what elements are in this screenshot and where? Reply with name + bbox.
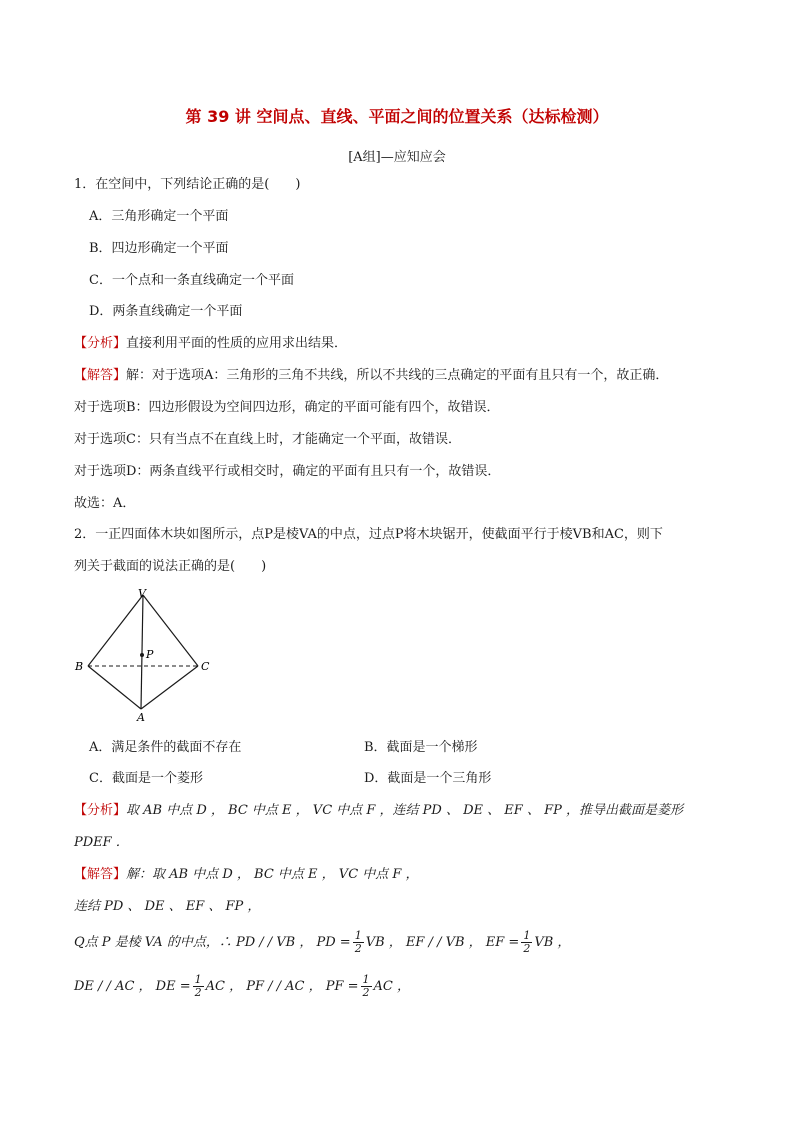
q2-option-a: A．满足条件的截面不存在 bbox=[89, 740, 242, 755]
q2-stem-line2: 列关于截面的说法正确的是( ) bbox=[74, 559, 267, 574]
fraction-denominator: 2 bbox=[362, 986, 370, 999]
q2-option-b: B．截面是一个梯形 bbox=[364, 740, 478, 755]
fraction-numerator: 1 bbox=[523, 929, 531, 942]
q2-option-d: D．截面是一个三角形 bbox=[364, 771, 492, 786]
edge-ba bbox=[88, 666, 141, 709]
q1-option-b: B．四边形确定一个平面 bbox=[89, 241, 229, 256]
q1-option-d: D．两条直线确定一个平面 bbox=[89, 304, 243, 319]
fraction-denominator: 2 bbox=[523, 942, 531, 955]
fraction-half bbox=[193, 974, 204, 999]
equation-part: DE / / AC ， DE = bbox=[74, 979, 191, 994]
answer-text: 解：对于选项A：三角形的三角不共线，所以不共线的三点确定的平面有且只有一个，故正确． bbox=[126, 368, 669, 383]
q1-answer-line: 对于选项C：只有当点不在直线上时，才能确定一个平面，故错误． bbox=[74, 432, 461, 447]
q2-analysis bbox=[74, 802, 683, 820]
edge-ca bbox=[141, 666, 198, 709]
fraction-numerator: 1 bbox=[362, 973, 370, 986]
edge-va bbox=[141, 595, 143, 709]
analysis-tag: 【分析】 bbox=[74, 803, 127, 818]
analysis-text: 取 AB 中点 D ， BC 中点 E ， VC 中点 F ，连结 PD 、 DE 、 EF 、 FP ，推导出截面是菱形 bbox=[126, 803, 683, 818]
q2-answer-equation bbox=[74, 974, 410, 999]
q2-analysis-cont: PDEF ． bbox=[74, 835, 129, 850]
point-p bbox=[140, 653, 144, 657]
answer-tag: 【解答】 bbox=[74, 368, 127, 383]
edge-vb bbox=[88, 595, 143, 666]
q1-answer-line bbox=[74, 367, 668, 385]
q1-answer-line: 对于选项D：两条直线平行或相交时，确定的平面有且只有一个，故错误． bbox=[74, 464, 501, 479]
q2-stem-line1: 2．一正四面体木块如图所示，点P是棱VA的中点，过点P将木块锯开，使截面平行于棱VB和AC，则下 bbox=[74, 527, 663, 542]
equation-part: VB ， bbox=[534, 935, 571, 950]
page-title: 第 39 讲 空间点、直线、平面之间的位置关系（达标检测） bbox=[185, 107, 609, 126]
q1-option-a: A．三角形确定一个平面 bbox=[89, 209, 229, 224]
equation-part: AC ， PF / / AC ， PF = bbox=[205, 979, 359, 994]
q2-answer-equation bbox=[74, 930, 570, 955]
fraction-denominator: 2 bbox=[194, 986, 202, 999]
q1-analysis bbox=[74, 335, 347, 353]
analysis-tag: 【分析】 bbox=[74, 336, 127, 351]
equation-part: Q点 P 是棱 VA 的中点，∴ PD / / VB ， PD = bbox=[74, 935, 351, 950]
fraction-half bbox=[521, 930, 532, 955]
analysis-text: 直接利用平面的性质的应用求出结果． bbox=[126, 336, 348, 351]
label-a: A bbox=[137, 711, 145, 724]
q2-option-c: C．截面是一个菱形 bbox=[89, 771, 203, 786]
label-c: C bbox=[201, 660, 210, 673]
label-v: V bbox=[138, 587, 146, 600]
q2-answer-line bbox=[74, 866, 419, 884]
fraction-half bbox=[353, 930, 364, 955]
label-b: B bbox=[75, 660, 84, 673]
answer-tag: 【解答】 bbox=[74, 867, 127, 882]
q2-answer-line: 连结 PD 、 DE 、 EF 、 FP ， bbox=[74, 899, 261, 914]
section-subtitle: [A组]—应知应会 bbox=[348, 150, 446, 165]
fraction-half bbox=[361, 974, 372, 999]
fraction-numerator: 1 bbox=[194, 973, 202, 986]
equation-part: VB ， EF / / VB ， EF = bbox=[365, 935, 520, 950]
fraction-numerator: 1 bbox=[354, 929, 362, 942]
tetrahedron-figure bbox=[70, 585, 220, 725]
fraction-denominator: 2 bbox=[354, 942, 362, 955]
q1-answer-choice: 故选：A． bbox=[74, 496, 136, 511]
label-p: P bbox=[146, 648, 154, 661]
equation-part: AC ， bbox=[373, 979, 410, 994]
q1-answer-line: 对于选项B：四边形假设为空间四边形，确定的平面可能有四个，故错误． bbox=[74, 400, 500, 415]
answer-text: 解：取 AB 中点 D ， BC 中点 E ， VC 中点 F ， bbox=[126, 867, 419, 882]
q1-option-c: C．一个点和一条直线确定一个平面 bbox=[89, 273, 294, 288]
q1-stem: 1．在空间中，下列结论正确的是( ) bbox=[74, 177, 301, 192]
